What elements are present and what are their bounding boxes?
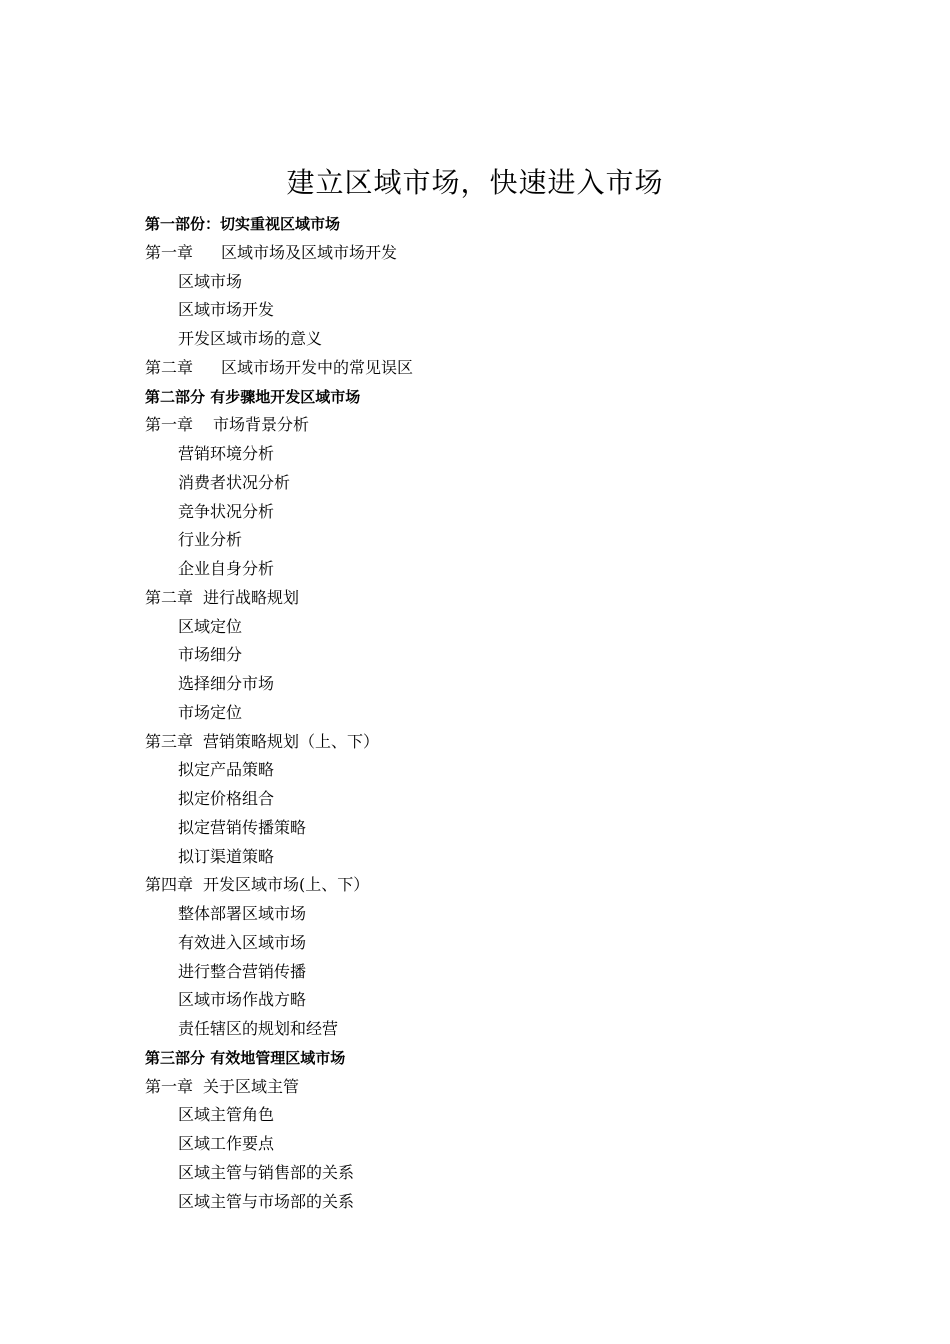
section-line: 区域主管与市场部的关系: [178, 1191, 355, 1211]
section-line: 区域主管角色: [178, 1105, 275, 1125]
chapter-number: 第一章: [145, 1076, 194, 1096]
section-line: 市场细分: [178, 645, 243, 665]
section-line: 行业分析: [178, 530, 243, 550]
chapter-line: [145, 354, 845, 383]
chapter-title: 关于区域主管: [203, 1076, 300, 1096]
section-line: 拟订渠道策略: [178, 846, 275, 866]
chapter-title: 营销策略规划（上、下）: [203, 731, 380, 751]
chapter-line: [145, 728, 845, 757]
chapter-line: [145, 239, 845, 268]
section-line: 区域工作要点: [178, 1134, 275, 1153]
chapter-line: [145, 871, 845, 900]
section-line: 竞争状况分析: [178, 501, 275, 521]
section-line: 消费者状况分析: [178, 472, 291, 492]
chapter-title: 进行战略规划: [203, 587, 300, 607]
part-heading-1: 第一部份：切实重视区域市场: [145, 215, 341, 233]
chapter-title: 开发区域市场(上、下）: [203, 875, 370, 895]
section-line: 拟定产品策略: [178, 760, 275, 780]
chapter-number: 第二章: [145, 357, 194, 377]
chapter-line: [145, 584, 845, 613]
section-line: 选择细分市场: [178, 674, 275, 693]
chapter-number: 第一章: [145, 242, 194, 262]
section-line: 开发区域市场的意义: [178, 329, 323, 348]
chapter-title: 区域市场开发中的常见误区: [221, 357, 414, 377]
chapter-title: 市场背景分析: [213, 415, 310, 435]
section-line: 区域定位: [178, 616, 243, 636]
chapter-title: 区域市场及区域市场开发: [221, 242, 398, 262]
section-line: 区域市场作战方略: [178, 990, 307, 1010]
part-heading-2: 第二部分 有步骤地开发区域市场: [145, 387, 361, 406]
section-line: 区域主管与销售部的关系: [178, 1162, 355, 1182]
section-line: 市场定位: [178, 702, 243, 722]
chapter-number: 第三章: [145, 731, 194, 751]
section-line: 区域市场开发: [178, 300, 275, 320]
section-line: 企业自身分析: [178, 559, 275, 578]
document-title: 建立区域市场，快速进入市场: [286, 166, 664, 199]
part-heading-3: 第三部分 有效地管理区域市场: [145, 1048, 346, 1067]
chapter-number: 第二章: [145, 587, 194, 607]
chapter-number: 第四章: [145, 875, 194, 895]
chapter-number: 第一章: [145, 415, 194, 435]
chapter-line: [145, 1073, 845, 1102]
section-line: 营销环境分析: [178, 444, 275, 463]
section-line: 进行整合营销传播: [178, 961, 307, 981]
chapter-line: [145, 411, 845, 440]
section-line: 整体部署区域市场: [178, 904, 307, 923]
section-line: 拟定价格组合: [178, 789, 275, 808]
section-line: 责任辖区的规划和经营: [178, 1019, 339, 1038]
table-of-contents: [145, 210, 845, 1216]
section-line: 区域市场: [178, 271, 243, 291]
section-line: 有效进入区域市场: [178, 932, 307, 952]
section-line: 拟定营销传播策略: [178, 817, 307, 837]
